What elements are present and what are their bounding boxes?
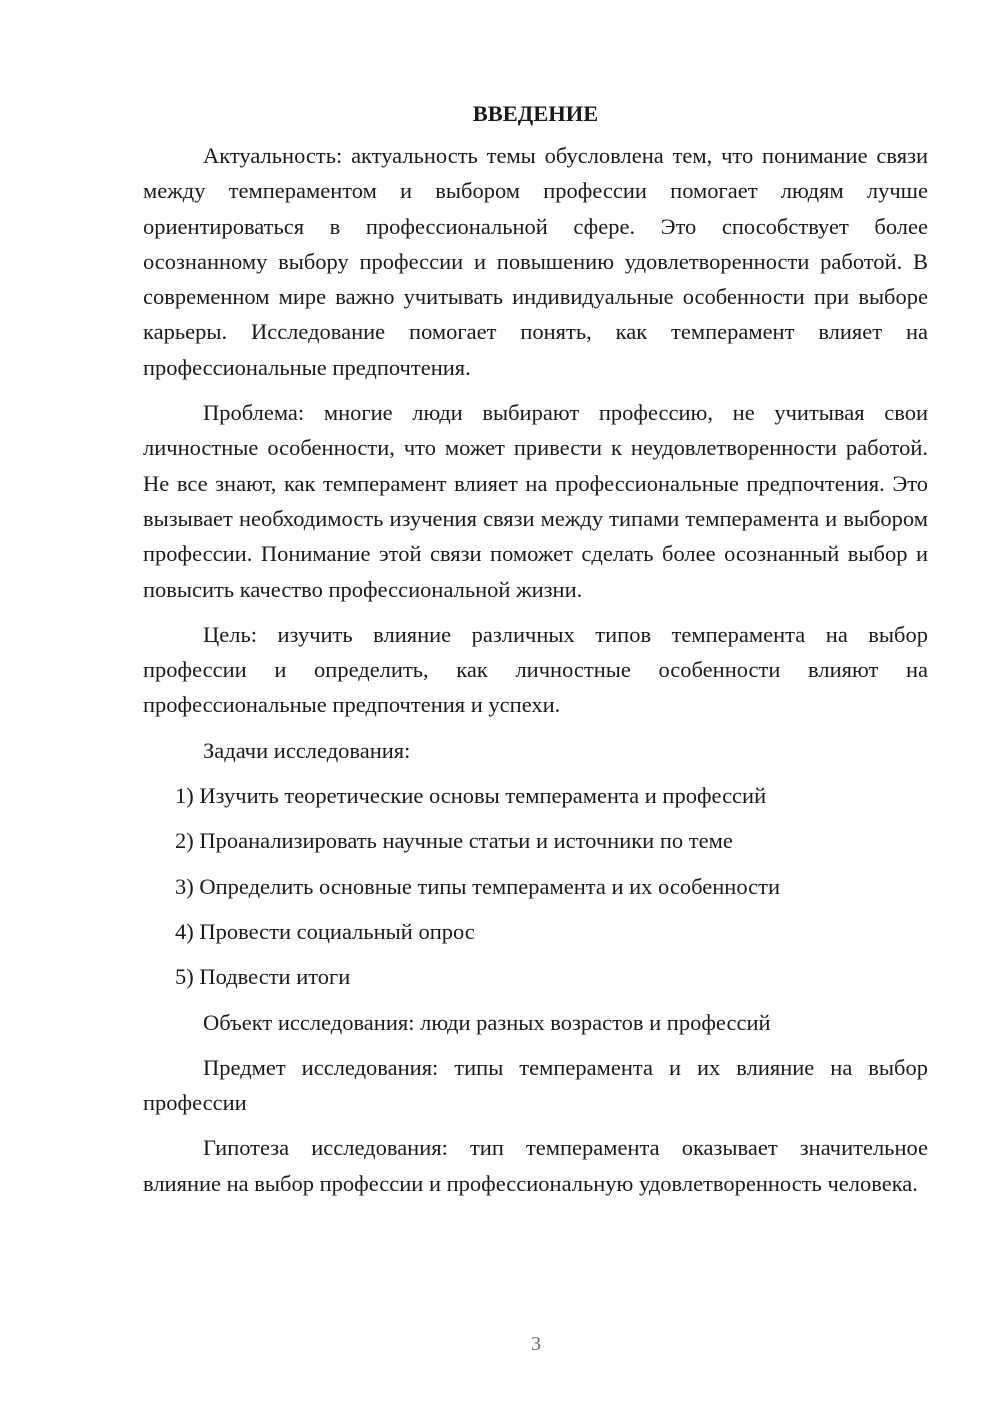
page-content [143,96,928,1211]
relevance-paragraph: Актуальность: актуальность темы обусловлена тем, что понимание связи между темпераментом и выбором профессии помогает людям лучше ориентироваться в профессиональной сфере. Это способствует более осознанному выбору профессии и повышению удовлетворенности работой. В современном мире важно учитывать индивидуальные особенности при выборе карьеры. Исследование помогает понять, как темперамент влияет на профессиональные предпочтения. [143,143,928,380]
section-title: ВВЕДЕНИЕ [472,101,599,126]
object-paragraph: Объект исследования: люди разных возрастов и профессий [203,1009,771,1035]
task-item: 2) Проанализировать научные статьи и источники по теме [175,828,733,854]
task-item: 4) Провести социальный опрос [175,918,475,944]
task-item: 5) Подвести итоги [175,964,351,990]
task-item: 3) Определить основные типы темперамента и их особенности [175,873,780,899]
task-item: 1) Изучить теоретические основы темперамента и профессий [175,783,767,809]
page-number: 3 [531,1333,541,1355]
subject-paragraph: Предмет исследования: типы темперамента и их влияние на выбор профессии [143,1054,928,1116]
tasks-list [143,778,928,994]
problem-paragraph: Проблема: многие люди выбирают профессию, не учитывая свои личностные особенности, что может привести к неудовлетворенности работой. Не все знают, как темперамент влияет на профессиональные предпочтения. Это вызывает необходимость изучения связи между типами темперамента и выбором профессии. Понимание этой связи поможет сделать более осознанный выбор и повысить качество профессиональной жизни. [143,400,928,602]
tasks-label: Задачи исследования: [203,737,411,763]
hypothesis-paragraph: Гипотеза исследования: тип темперамента оказывает значительное влияние на выбор профессии и профессиональную удовлетворенность человека. [143,1135,928,1196]
goal-paragraph: Цель: изучить влияние различных типов темперамента на выбор профессии и определить, как личностные особенности влияют на профессиональные предпочтения и успехи. [143,621,928,718]
